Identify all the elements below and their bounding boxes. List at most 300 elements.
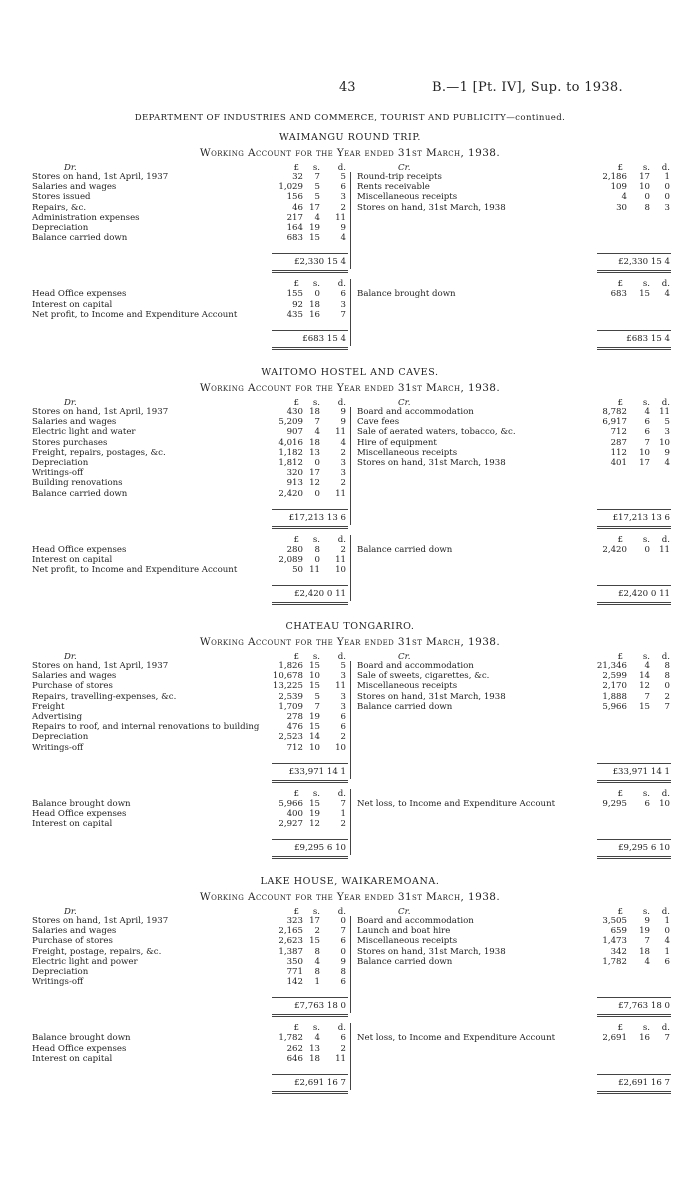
dr-row-label: Electric light and power <box>32 956 138 967</box>
cr-row-shillings: 4 <box>644 407 650 417</box>
cr-row-pounds: 342 <box>610 946 627 957</box>
dr2-row-label: Head Office expenses <box>32 289 127 300</box>
cr-row-shillings: 17 <box>639 458 650 468</box>
dr-row-label: Depreciation <box>32 732 89 743</box>
dr-row-pounds: 13,225 <box>272 681 303 692</box>
dr2-row-pence: 11 <box>335 555 346 565</box>
dr-row-pounds: 32 <box>292 172 303 182</box>
dr-row-shillings: 5 <box>314 182 320 193</box>
column-divider <box>350 279 351 346</box>
dr-row-pounds: 683 <box>286 233 303 244</box>
cr2-total-double-rule <box>597 1091 671 1094</box>
dr-row-label: Depreciation <box>32 223 89 233</box>
cr2-shilling-header: s. <box>642 534 650 545</box>
dr2-row-pence: 7 <box>340 309 346 320</box>
cr-row-shillings: 9 <box>644 916 650 926</box>
cr-total-double-rule <box>597 270 671 273</box>
cr-shilling-header: s. <box>642 652 650 662</box>
dr-shilling-header: s. <box>312 398 320 408</box>
dr2-total: £9,295 6 10 <box>294 843 346 854</box>
cr-row-pounds: 712 <box>610 427 627 438</box>
dr2-row-pence: 1 <box>340 809 346 819</box>
dr-row-label: Freight, postage, repairs, &c. <box>32 946 162 957</box>
section-subtitle: Working Account for the Year ended 31st March, 1938. <box>199 891 501 903</box>
cr-pence-header: d. <box>661 398 670 408</box>
dr-row-shillings: 19 <box>309 223 320 233</box>
column-divider <box>350 172 351 269</box>
dr-row-label: Stores issued <box>32 192 91 203</box>
dr2-total-rule <box>272 1074 348 1075</box>
cr-pound-header: £ <box>617 398 623 408</box>
dr-row-pounds: 2,623 <box>278 936 303 947</box>
cr-row-label: Balance carried down <box>357 956 453 967</box>
dr-row-pounds: 46 <box>292 202 303 213</box>
dr-row-pence: 3 <box>340 192 346 203</box>
dr2-row-shillings: 18 <box>309 299 320 310</box>
dr2-total-double-rule <box>272 602 348 605</box>
dr2-row-label: Interest on capital <box>32 819 113 830</box>
dr-row-shillings: 12 <box>309 478 320 489</box>
dr-row-label: Salaries and wages <box>32 182 117 193</box>
dr-row-shillings: 15 <box>309 936 320 947</box>
dr-row-label: Freight, repairs, postages, &c. <box>32 447 166 458</box>
section-subtitle: Working Account for the Year ended 31st March, 1938. <box>199 147 501 159</box>
page-number: 43 <box>339 80 356 95</box>
dr-row-pounds: 430 <box>286 407 303 417</box>
account-section <box>0 876 700 1116</box>
dr-total: £2,330 15 4 <box>294 257 346 268</box>
cr-row-shillings: 0 <box>644 192 650 203</box>
cr-row-pounds: 2,599 <box>602 671 627 682</box>
cr-row-pence: 9 <box>664 447 670 458</box>
dr2-row-shillings: 8 <box>314 544 320 555</box>
cr-row-pounds: 30 <box>616 202 627 213</box>
cr-row-pence: 1 <box>664 946 670 957</box>
dr-total-double-rule <box>272 1014 348 1017</box>
cr-row-pounds: 109 <box>610 182 627 193</box>
dr-row-label: Building renovations <box>32 478 123 489</box>
cr-row-label: Round-trip receipts <box>357 172 442 182</box>
dr-row-pence: 6 <box>340 977 346 988</box>
dr-row-pounds: 142 <box>286 977 303 988</box>
cr2-pound-header: £ <box>617 534 623 545</box>
cr-total-rule <box>597 997 671 998</box>
cr-row-shillings: 6 <box>644 427 650 438</box>
dr-row-label: Stores on hand, 1st April, 1937 <box>32 916 169 926</box>
cr-row-label: Sale of sweets, cigarettes, &c. <box>357 671 490 682</box>
cr-total-rule <box>597 253 671 254</box>
cr-total: £17,213 13 6 <box>612 512 670 523</box>
cr-row-shillings: 6 <box>644 417 650 428</box>
cr2-row-pence: 7 <box>664 1033 670 1044</box>
dr-row-label: Salaries and wages <box>32 417 117 428</box>
dr-pence-header: d. <box>337 163 346 173</box>
dr-row-shillings: 8 <box>314 946 320 957</box>
dr-row-pounds: 2,165 <box>278 926 303 937</box>
dr-row-pounds: 1,812 <box>278 458 303 468</box>
dr-row-shillings: 15 <box>309 233 320 244</box>
dr2-row-pence: 6 <box>340 1033 346 1044</box>
dr-row-shillings: 13 <box>309 447 320 458</box>
cr-row-label: Stores on hand, 31st March, 1938 <box>357 946 506 957</box>
section-title: CHATEAU TONGARIRO. <box>285 621 415 632</box>
dr-row-pence: 11 <box>335 488 346 499</box>
dr-row-pence: 3 <box>340 691 346 702</box>
dr-row-pence: 6 <box>340 936 346 947</box>
dr2-row-pounds: 2,927 <box>278 819 303 830</box>
dr-row-shillings: 17 <box>309 468 320 479</box>
cr-pound-header: £ <box>617 163 623 173</box>
cr2-row-pounds: 2,420 <box>602 544 627 555</box>
cr2-row-label: Balance carried down <box>357 544 453 555</box>
dr-row-pounds: 2,420 <box>278 488 303 499</box>
cr-row-pounds: 4 <box>621 192 627 203</box>
dr-row-shillings: 18 <box>309 437 320 448</box>
dr2-row-shillings: 12 <box>309 819 320 830</box>
cr2-total-rule <box>597 585 671 586</box>
cr-row-label: Hire of equipment <box>357 437 437 448</box>
dr-row-pence: 5 <box>340 172 346 182</box>
dr-row-label: Salaries and wages <box>32 926 117 937</box>
dr-row-shillings: 1 <box>314 977 320 988</box>
cr2-pound-header: £ <box>617 1023 623 1034</box>
dr2-row-label: Head Office expenses <box>32 544 127 555</box>
dr-total-rule <box>272 763 348 764</box>
dr-row-pence: 9 <box>340 407 346 417</box>
dr-label: Dr. <box>64 163 77 173</box>
dr2-row-pounds: 2,089 <box>278 555 303 565</box>
dr-row-pounds: 323 <box>286 916 303 926</box>
dr2-total-rule <box>272 585 348 586</box>
cr-row-pounds: 3,505 <box>602 916 627 926</box>
dr2-row-pounds: 92 <box>292 299 303 310</box>
cr2-pound-header: £ <box>617 279 623 290</box>
dr2-total-double-rule <box>272 347 348 350</box>
dr-row-pounds: 907 <box>286 427 303 438</box>
cr2-pound-header: £ <box>617 788 623 799</box>
cr-row-shillings: 4 <box>644 661 650 671</box>
cr-pound-header: £ <box>617 907 623 917</box>
dr-total: £33,971 14 1 <box>288 766 346 777</box>
cr-total-rule <box>597 763 671 764</box>
cr-row-shillings: 4 <box>644 956 650 967</box>
dr-row-label: Repairs to roof, and internal renovations to building <box>32 722 260 733</box>
dr-shilling-header: s. <box>312 652 320 662</box>
dr-row-pounds: 278 <box>286 712 303 722</box>
dr-row-pence: 3 <box>340 468 346 479</box>
dr-row-pounds: 1,826 <box>278 661 303 671</box>
dr-row-pence: 2 <box>340 478 346 489</box>
dr-row-label: Stores on hand, 1st April, 1937 <box>32 172 169 182</box>
cr-row-pence: 7 <box>664 701 670 712</box>
dr-shilling-header: s. <box>312 163 320 173</box>
dr-row-shillings: 15 <box>309 661 320 671</box>
dr2-row-pounds: 1,782 <box>278 1033 303 1044</box>
dr2-row-shillings: 13 <box>309 1043 320 1054</box>
dr-row-pence: 9 <box>340 223 346 233</box>
dr-row-shillings: 4 <box>314 427 320 438</box>
dr2-row-pence: 7 <box>340 798 346 809</box>
cr-row-pounds: 287 <box>610 437 627 448</box>
cr-total-rule <box>597 509 671 510</box>
dr-row-pounds: 2,539 <box>278 691 303 702</box>
dr2-row-label: Balance brought down <box>32 798 131 809</box>
dr2-row-pence: 11 <box>335 1053 346 1064</box>
dr-label: Dr. <box>64 907 77 917</box>
section-subtitle: Working Account for the Year ended 31st March, 1938. <box>199 636 501 648</box>
dr-row-pounds: 1,709 <box>278 701 303 712</box>
cr-row-pence: 5 <box>664 417 670 428</box>
cr-row-pence: 0 <box>664 681 670 692</box>
dr-row-pence: 2 <box>340 202 346 213</box>
cr2-row-pounds: 683 <box>610 289 627 300</box>
cr-row-shillings: 7 <box>644 691 650 702</box>
cr-row-shillings: 19 <box>639 926 650 937</box>
dr2-row-pounds: 280 <box>286 544 303 555</box>
dr-shilling-header: s. <box>312 907 320 917</box>
cr-row-pence: 2 <box>664 691 670 702</box>
dr2-total: £2,691 16 7 <box>294 1078 346 1088</box>
dr-total: £17,213 13 6 <box>288 512 346 523</box>
dr-row-pence: 6 <box>340 712 346 722</box>
cr2-row-pounds: 2,691 <box>602 1033 627 1044</box>
dr-row-pounds: 10,678 <box>272 671 303 682</box>
dr-row-label: Purchase of stores <box>32 936 113 947</box>
dr2-total: £2,420 0 11 <box>294 589 346 600</box>
dr2-row-shillings: 19 <box>309 809 320 819</box>
cr-row-shillings: 10 <box>639 447 650 458</box>
cr2-shilling-header: s. <box>642 1023 650 1034</box>
cr2-row-shillings: 16 <box>639 1033 650 1044</box>
dr2-pound-header: £ <box>293 279 299 290</box>
section-title: WAITOMO HOSTEL AND CAVES. <box>261 367 439 378</box>
dr2-row-label: Balance brought down <box>32 1033 131 1044</box>
dr-row-shillings: 19 <box>309 712 320 722</box>
dr2-row-shillings: 16 <box>309 309 320 320</box>
dr-row-pence: 9 <box>340 417 346 428</box>
dr-row-label: Salaries and wages <box>32 671 117 682</box>
dr2-row-pence: 10 <box>335 565 346 576</box>
cr-row-shillings: 8 <box>644 202 650 213</box>
document-reference: B.—1 [Pt. IV], Sup. to 1938. <box>432 80 623 95</box>
cr-label: Cr. <box>398 652 411 662</box>
dr2-row-pounds: 646 <box>286 1053 303 1064</box>
dr-row-pounds: 350 <box>286 956 303 967</box>
dr-row-pounds: 5,209 <box>278 417 303 428</box>
dr2-row-shillings: 15 <box>309 798 320 809</box>
cr-row-shillings: 12 <box>639 681 650 692</box>
dr-row-label: Stores purchases <box>32 437 108 448</box>
cr-label: Cr. <box>398 907 411 917</box>
dr-row-shillings: 18 <box>309 407 320 417</box>
dr2-shilling-header: s. <box>312 534 320 545</box>
dr-row-pence: 9 <box>340 956 346 967</box>
dr-pound-header: £ <box>293 652 299 662</box>
cr2-row-shillings: 6 <box>644 798 650 809</box>
cr2-row-pounds: 9,295 <box>602 798 627 809</box>
cr2-total-rule <box>597 1074 671 1075</box>
dr2-row-shillings: 11 <box>309 565 320 576</box>
column-divider <box>350 535 351 602</box>
dr-row-pounds: 320 <box>286 468 303 479</box>
cr-row-pounds: 2,170 <box>602 681 627 692</box>
dr-row-label: Writings-off <box>32 742 84 753</box>
dr-row-shillings: 2 <box>314 926 320 937</box>
dr-total-double-rule <box>272 780 348 783</box>
dr-row-pence: 6 <box>340 722 346 733</box>
cr2-row-pence: 4 <box>664 289 670 300</box>
cr-row-label: Board and accommodation <box>357 407 474 417</box>
dr-row-shillings: 0 <box>314 458 320 468</box>
dr-row-pence: 0 <box>340 916 346 926</box>
dr-row-shillings: 17 <box>309 916 320 926</box>
dr-row-shillings: 4 <box>314 212 320 223</box>
cr-row-pounds: 1,888 <box>602 691 627 702</box>
cr2-pence-header: d. <box>661 788 670 799</box>
column-divider <box>350 916 351 1013</box>
dr-row-pence: 3 <box>340 701 346 712</box>
dr-label: Dr. <box>64 652 77 662</box>
cr-row-pence: 11 <box>659 407 670 417</box>
dr-row-pence: 0 <box>340 946 346 957</box>
cr2-total-double-rule <box>597 856 671 859</box>
dr2-row-pounds: 155 <box>286 289 303 300</box>
dr-row-label: Electric light and water <box>32 427 136 438</box>
dr-row-pence: 6 <box>340 182 346 193</box>
dr-row-label: Purchase of stores <box>32 681 113 692</box>
dr-row-pounds: 1,029 <box>278 182 303 193</box>
dr2-row-label: Head Office expenses <box>32 1043 127 1054</box>
cr-row-pounds: 8,782 <box>602 407 627 417</box>
dr-row-label: Administration expenses <box>32 212 140 223</box>
dr-row-pounds: 2,523 <box>278 732 303 743</box>
dr-row-pence: 8 <box>340 967 346 977</box>
dr2-row-label: Net profit, to Income and Expenditure Account <box>32 309 238 320</box>
dr-row-pounds: 164 <box>286 223 303 233</box>
dr2-pound-header: £ <box>293 534 299 545</box>
dr2-row-pence: 2 <box>340 819 346 830</box>
dr-total-double-rule <box>272 526 348 529</box>
cr-row-label: Cave fees <box>357 417 400 428</box>
dr-row-pence: 11 <box>335 212 346 223</box>
cr-row-shillings: 14 <box>639 671 650 682</box>
cr2-total: £683 15 4 <box>626 334 670 344</box>
dr2-pence-header: d. <box>337 788 346 799</box>
cr-label: Cr. <box>398 163 411 173</box>
cr-row-shillings: 10 <box>639 182 650 193</box>
dr-row-pounds: 476 <box>286 722 303 733</box>
dr-total-double-rule <box>272 270 348 273</box>
dr2-row-label: Net profit, to Income and Expenditure Account <box>32 565 238 576</box>
dr2-row-label: Head Office expenses <box>32 809 127 819</box>
cr-row-shillings: 7 <box>644 437 650 448</box>
dr2-row-pence: 3 <box>340 299 346 310</box>
dr-row-label: Stores on hand, 1st April, 1937 <box>32 661 169 671</box>
dr-row-label: Balance carried down <box>32 233 128 244</box>
dr-row-pounds: 712 <box>286 742 303 753</box>
section-title: LAKE HOUSE, WAIKAREMOANA. <box>260 876 440 887</box>
cr-total-double-rule <box>597 780 671 783</box>
cr-shilling-header: s. <box>642 907 650 917</box>
dr2-shilling-header: s. <box>312 1023 320 1034</box>
dr-row-shillings: 15 <box>309 722 320 733</box>
dr2-row-pounds: 400 <box>286 809 303 819</box>
cr-shilling-header: s. <box>642 163 650 173</box>
cr2-row-label: Net loss, to Income and Expenditure Account <box>357 1033 556 1044</box>
dr-row-label: Depreciation <box>32 458 89 468</box>
dr-label: Dr. <box>64 398 77 408</box>
dr-row-pence: 11 <box>335 681 346 692</box>
dr-total-rule <box>272 509 348 510</box>
cr-row-label: Miscellaneous receipts <box>357 447 458 458</box>
cr2-total-rule <box>597 330 671 331</box>
cr2-total-double-rule <box>597 602 671 605</box>
cr2-total: £2,691 16 7 <box>618 1078 670 1088</box>
cr-row-label: Balance carried down <box>357 701 453 712</box>
cr-pence-header: d. <box>661 907 670 917</box>
cr-row-pounds: 1,782 <box>602 956 627 967</box>
dr-pound-header: £ <box>293 163 299 173</box>
cr2-shilling-header: s. <box>642 279 650 290</box>
dr-row-label: Writings-off <box>32 977 84 988</box>
dr-row-label: Depreciation <box>32 967 89 977</box>
cr-row-label: Stores on hand, 31st March, 1938 <box>357 691 506 702</box>
dr2-row-pence: 6 <box>340 289 346 300</box>
cr-row-pence: 6 <box>664 956 670 967</box>
cr-row-label: Board and accommodation <box>357 661 474 671</box>
dr2-pound-header: £ <box>293 788 299 799</box>
dr-row-pence: 4 <box>340 437 346 448</box>
dr-row-shillings: 5 <box>314 192 320 203</box>
dr-pound-header: £ <box>293 907 299 917</box>
dr-row-label: Writings-off <box>32 468 84 479</box>
cr-row-label: Miscellaneous receipts <box>357 192 458 203</box>
cr-row-pounds: 112 <box>610 447 627 458</box>
dr-row-label: Stores on hand, 1st April, 1937 <box>32 407 169 417</box>
cr-row-pence: 8 <box>664 661 670 671</box>
cr-total: £33,971 14 1 <box>612 766 670 777</box>
dr-row-shillings: 7 <box>314 701 320 712</box>
cr2-pence-header: d. <box>661 279 670 290</box>
dr-row-pounds: 4,016 <box>278 437 303 448</box>
cr-row-pence: 0 <box>664 192 670 203</box>
cr-total-double-rule <box>597 1014 671 1017</box>
dr-row-label: Repairs, &c. <box>32 202 87 213</box>
department-heading: DEPARTMENT OF INDUSTRIES AND COMMERCE, TOURIST AND PUBLICITY—continued. <box>134 113 566 123</box>
cr2-total-double-rule <box>597 347 671 350</box>
cr2-row-pence: 10 <box>659 798 670 809</box>
column-divider <box>350 1023 351 1090</box>
dr2-row-pence: 2 <box>340 544 346 555</box>
cr-total: £7,763 18 0 <box>618 1001 670 1012</box>
cr-row-pounds: 5,966 <box>602 701 627 712</box>
cr-row-pounds: 21,346 <box>596 661 627 671</box>
dr2-row-pence: 2 <box>340 1043 346 1054</box>
dr-row-pounds: 771 <box>286 967 303 977</box>
dr-row-shillings: 15 <box>309 681 320 692</box>
cr-row-pounds: 659 <box>610 926 627 937</box>
cr-row-pence: 10 <box>659 437 670 448</box>
dr-row-shillings: 8 <box>314 967 320 977</box>
dr2-pence-header: d. <box>337 279 346 290</box>
cr-row-pence: 3 <box>664 427 670 438</box>
dr-total-rule <box>272 253 348 254</box>
dr-row-pounds: 217 <box>286 212 303 223</box>
dr2-row-shillings: 0 <box>314 289 320 300</box>
dr2-total-rule <box>272 330 348 331</box>
cr-row-label: Miscellaneous receipts <box>357 681 458 692</box>
dr-row-pounds: 913 <box>286 478 303 489</box>
